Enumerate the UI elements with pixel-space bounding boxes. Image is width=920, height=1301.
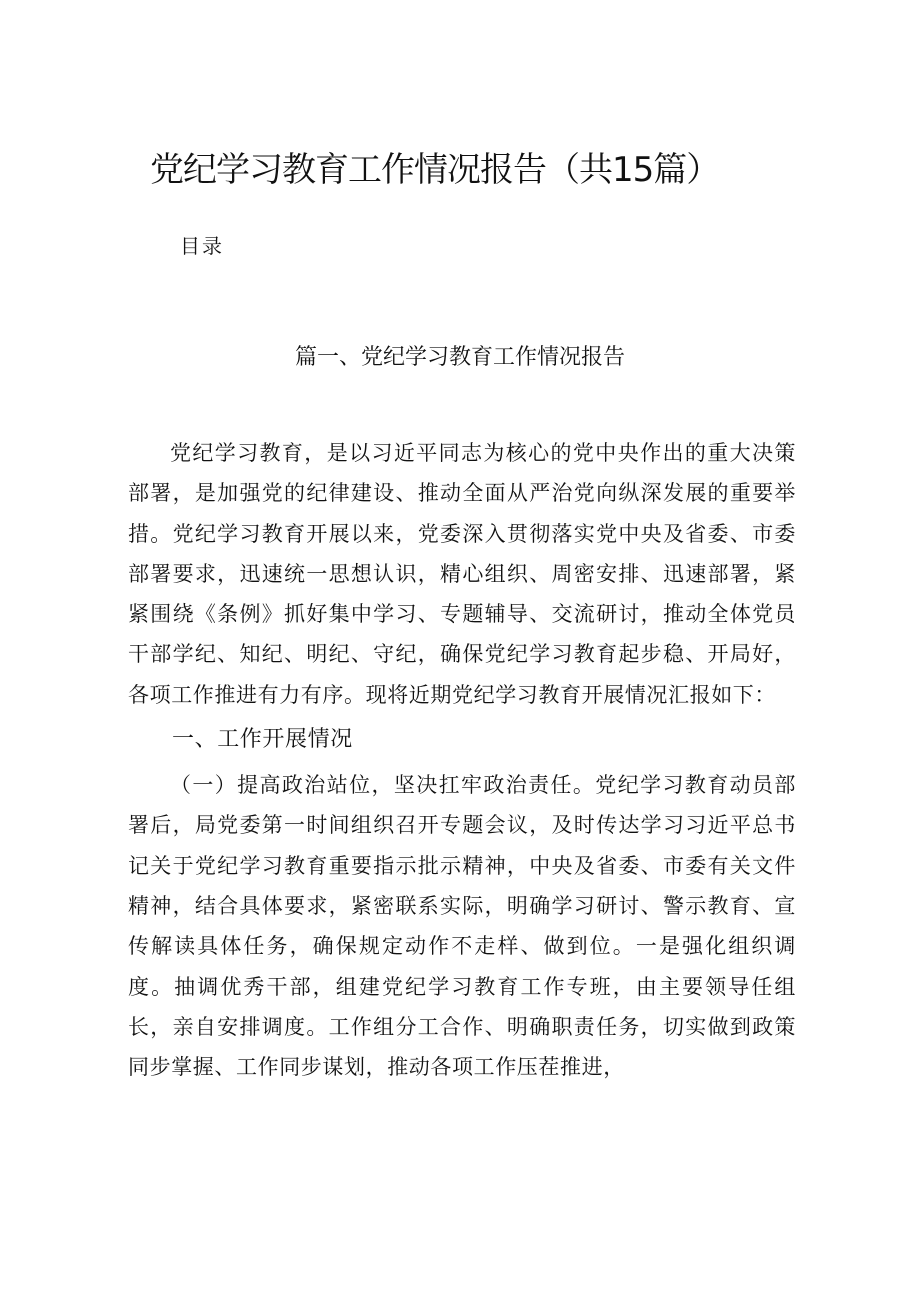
paragraph-political-stance: （一）提高政治站位，坚决扛牢政治责任。党纪学习教育动员部署后，局党委第一时间组织召开专题会议，及时传达学习习近平总书记关于党纪学习教育重要指示批示精神，中央及省委、市委有关文件精神，结合具体要求，紧密联系实际，明确学习研讨、警示教育、宣传解读具体任务，确保规定动作不走样、做到位。一是强化组织调度。抽调优秀干部，组建党纪学习教育工作专班，由主要领导任组长，亲自安排调度。工作组分工合作、明确职责任务，切实做到政策同步掌握、工作同步谋划，推动各项工作压茬推进， bbox=[128, 773, 796, 1080]
intro-paragraph: 党纪学习教育，是以习近平同志为核心的党中央作出的重大决策部署，是加强党的纪律建设、推动全面从严治党向纵深发展的重要举措。党纪学习教育开展以来，党委深入贯彻落实党中央及省委、市委部署要求，迅速统一思想认识，精心组织、周密安排、迅速部署，紧紧围绕《条例》抓好集中学习、专题辅导、交流研讨，推动全体党员干部学纪、知纪、明纪、守纪，确保党纪学习教育起步稳、开局好，各项工作推进有力有序。现将近期党纪学习教育开展情况汇报如下： bbox=[128, 441, 796, 707]
document-title: 党纪学习教育工作情况报告（共15篇） bbox=[150, 150, 720, 190]
document-body bbox=[128, 433, 796, 1087]
heading-work-progress: 一、工作开展情况 bbox=[172, 727, 353, 753]
table-of-contents-label: 目录 bbox=[180, 234, 224, 258]
section-title: 篇一、党纪学习教育工作情况报告 bbox=[294, 345, 625, 370]
